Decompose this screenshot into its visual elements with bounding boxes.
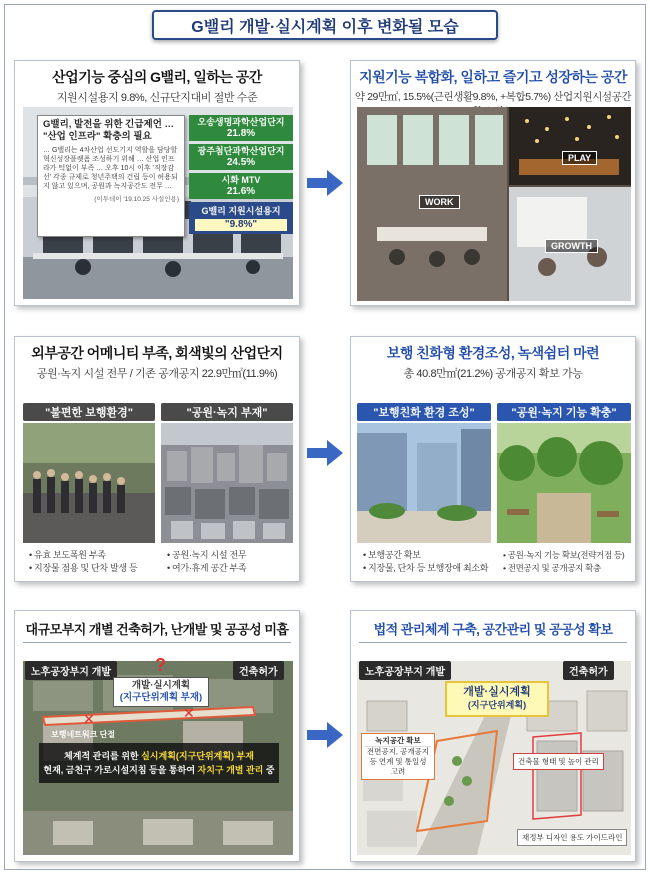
design-guideline-box: 재정부 디자인 용도 가이드라인 [517,829,627,846]
highlight-stat: G밸리 지원시설용지 "9.8%" [189,202,293,234]
bullets-right: • 공원·녹지 시설 전무 • 여가·휴게 공간 부족 [167,550,247,573]
panel-title: 보행 친화형 환경조성, 녹색쉼터 마련 [386,345,600,361]
panel-row2-right [350,336,636,582]
pill-old-factory: 노후공장부지 개발 [25,661,117,680]
panel-title: 법적 관리체계 구축, 공간관리 및 공공성 확보 [373,622,613,637]
note-source: (이투데이 '19.10.25 사설인용) [94,196,179,203]
pill-old-factory: 노후공장부지 개발 [359,661,451,680]
panel-row3-right [350,610,636,862]
play-label: PLAY [562,151,597,165]
page-title: G밸리 개발·실시계획 이후 변화될 모습 [152,10,498,40]
pill-permit: 건축허가 [563,661,614,680]
panel-title: 산업기능 중심의 G밸리, 일하는 공간 [52,69,262,85]
panel-row2-left [14,336,300,582]
note-body: … G밸리는 4차산업 선도기지 역할을 담당할 혁신성장플랫폼 조성하기 위해 … 산업 인프라가 턱없이 부족 … 오후 10시 이후 '직장감선' 각종 규제로 청년주택의 건립 등이 허용되지 않고 있으며, 공원과 녹지공간도 전무 … [43,147,178,190]
road-label: 보행네트워크 단절 [51,730,116,739]
panel-subtitle: 약 29만㎡, 15.5%(근린생활9.8%, +복합5.7%) 산업지원시설공간 [354,91,632,103]
x-icon: ✕ [83,711,95,727]
bullets-left: • 유효 보도폭원 부족 • 지장물 점용 및 단차 발생 등 [29,550,138,573]
panel-row1-left [14,60,300,306]
bullets-right: • 공원·녹지 기능 확보(전략거점 등) • 전면공지 및 공개공지 확충 [503,550,625,573]
panel-row1-right [350,60,636,306]
stat-box: 오송생명과학산업단지 21.8% [189,115,293,141]
tag-no-park: "공원·녹지 부재" [161,403,293,421]
green-space-box: 녹지공간 확보 전면공지, 공개공지 등 연계 및 통일성 고려 [361,733,435,780]
growth-label: GROWTH [545,239,598,253]
stat-box: 시화 MTV 21.6% [189,173,293,199]
panel-title: 외부공간 어메니티 부족, 회색빛의 산업단지 [31,345,283,361]
question-mark-icon: ? [155,655,166,675]
arrow-right-icon [307,170,343,196]
panel-subtitle: 공원·녹지 시설 전무 / 기존 공개공지 22.9만㎡(11.9%) [36,368,278,380]
stats-column [189,115,293,234]
work-label: WORK [419,195,460,209]
info-box: 체계적 관리를 위한 실시계획(지구단위계획) 부재 현재, 금천구 가로시설지침 등을 통하여 자치구 개별 관리 중 [39,743,279,783]
park-photo [497,423,631,543]
stat-box: 광주첨단과학산업단지 24.5% [189,144,293,170]
panel-row3-left [14,610,300,862]
panel-subtitle: 총 40.8만㎡(21.2%) 공개공지 확보 가능 [403,368,583,380]
office-photo [357,107,631,301]
panel-subtitle: 지원시설용지 9.8%, 신규단지대비 절반 수준 [56,92,258,104]
panel-title: 지원기능 복합화, 일하고 즐기고 성장하는 공간 [359,69,627,85]
divider [359,642,627,643]
bullets-left: • 보행공간 확보 • 지장물, 단차 등 보행장애 최소화 [363,550,489,573]
x-icon: ✕ [183,705,195,721]
tag-park-expansion: "공원·녹지 기능 확충" [497,403,631,421]
note-title: G밸리, 발전을 위한 긴급제언 … "산업 인프라" 확충의 필요 [43,119,175,142]
divider [23,642,291,643]
arrow-right-icon [307,722,343,748]
pedestrian-street-photo [357,423,491,543]
tag-walk-friendly: "보행친화 환경 조성" [357,403,491,421]
news-note [37,115,185,237]
sidewalk-crowd-photo [23,423,155,543]
panel-title: 대규모부지 개별 건축허가, 난개발 및 공공성 미흡 [25,622,289,637]
arrow-right-icon [307,440,343,466]
plan-box: 개발·실시계획 (지구단위계획) [445,681,549,717]
building-control-box: 건축물 형태 및 높이 관리 [513,753,604,770]
dense-city-photo [161,423,293,543]
plan-box: 개발·실시계획 (지구단위계획 부재) [113,677,209,707]
pill-permit: 건축허가 [233,661,284,680]
tag-inconvenient-walk: "불편한 보행환경" [23,403,155,421]
